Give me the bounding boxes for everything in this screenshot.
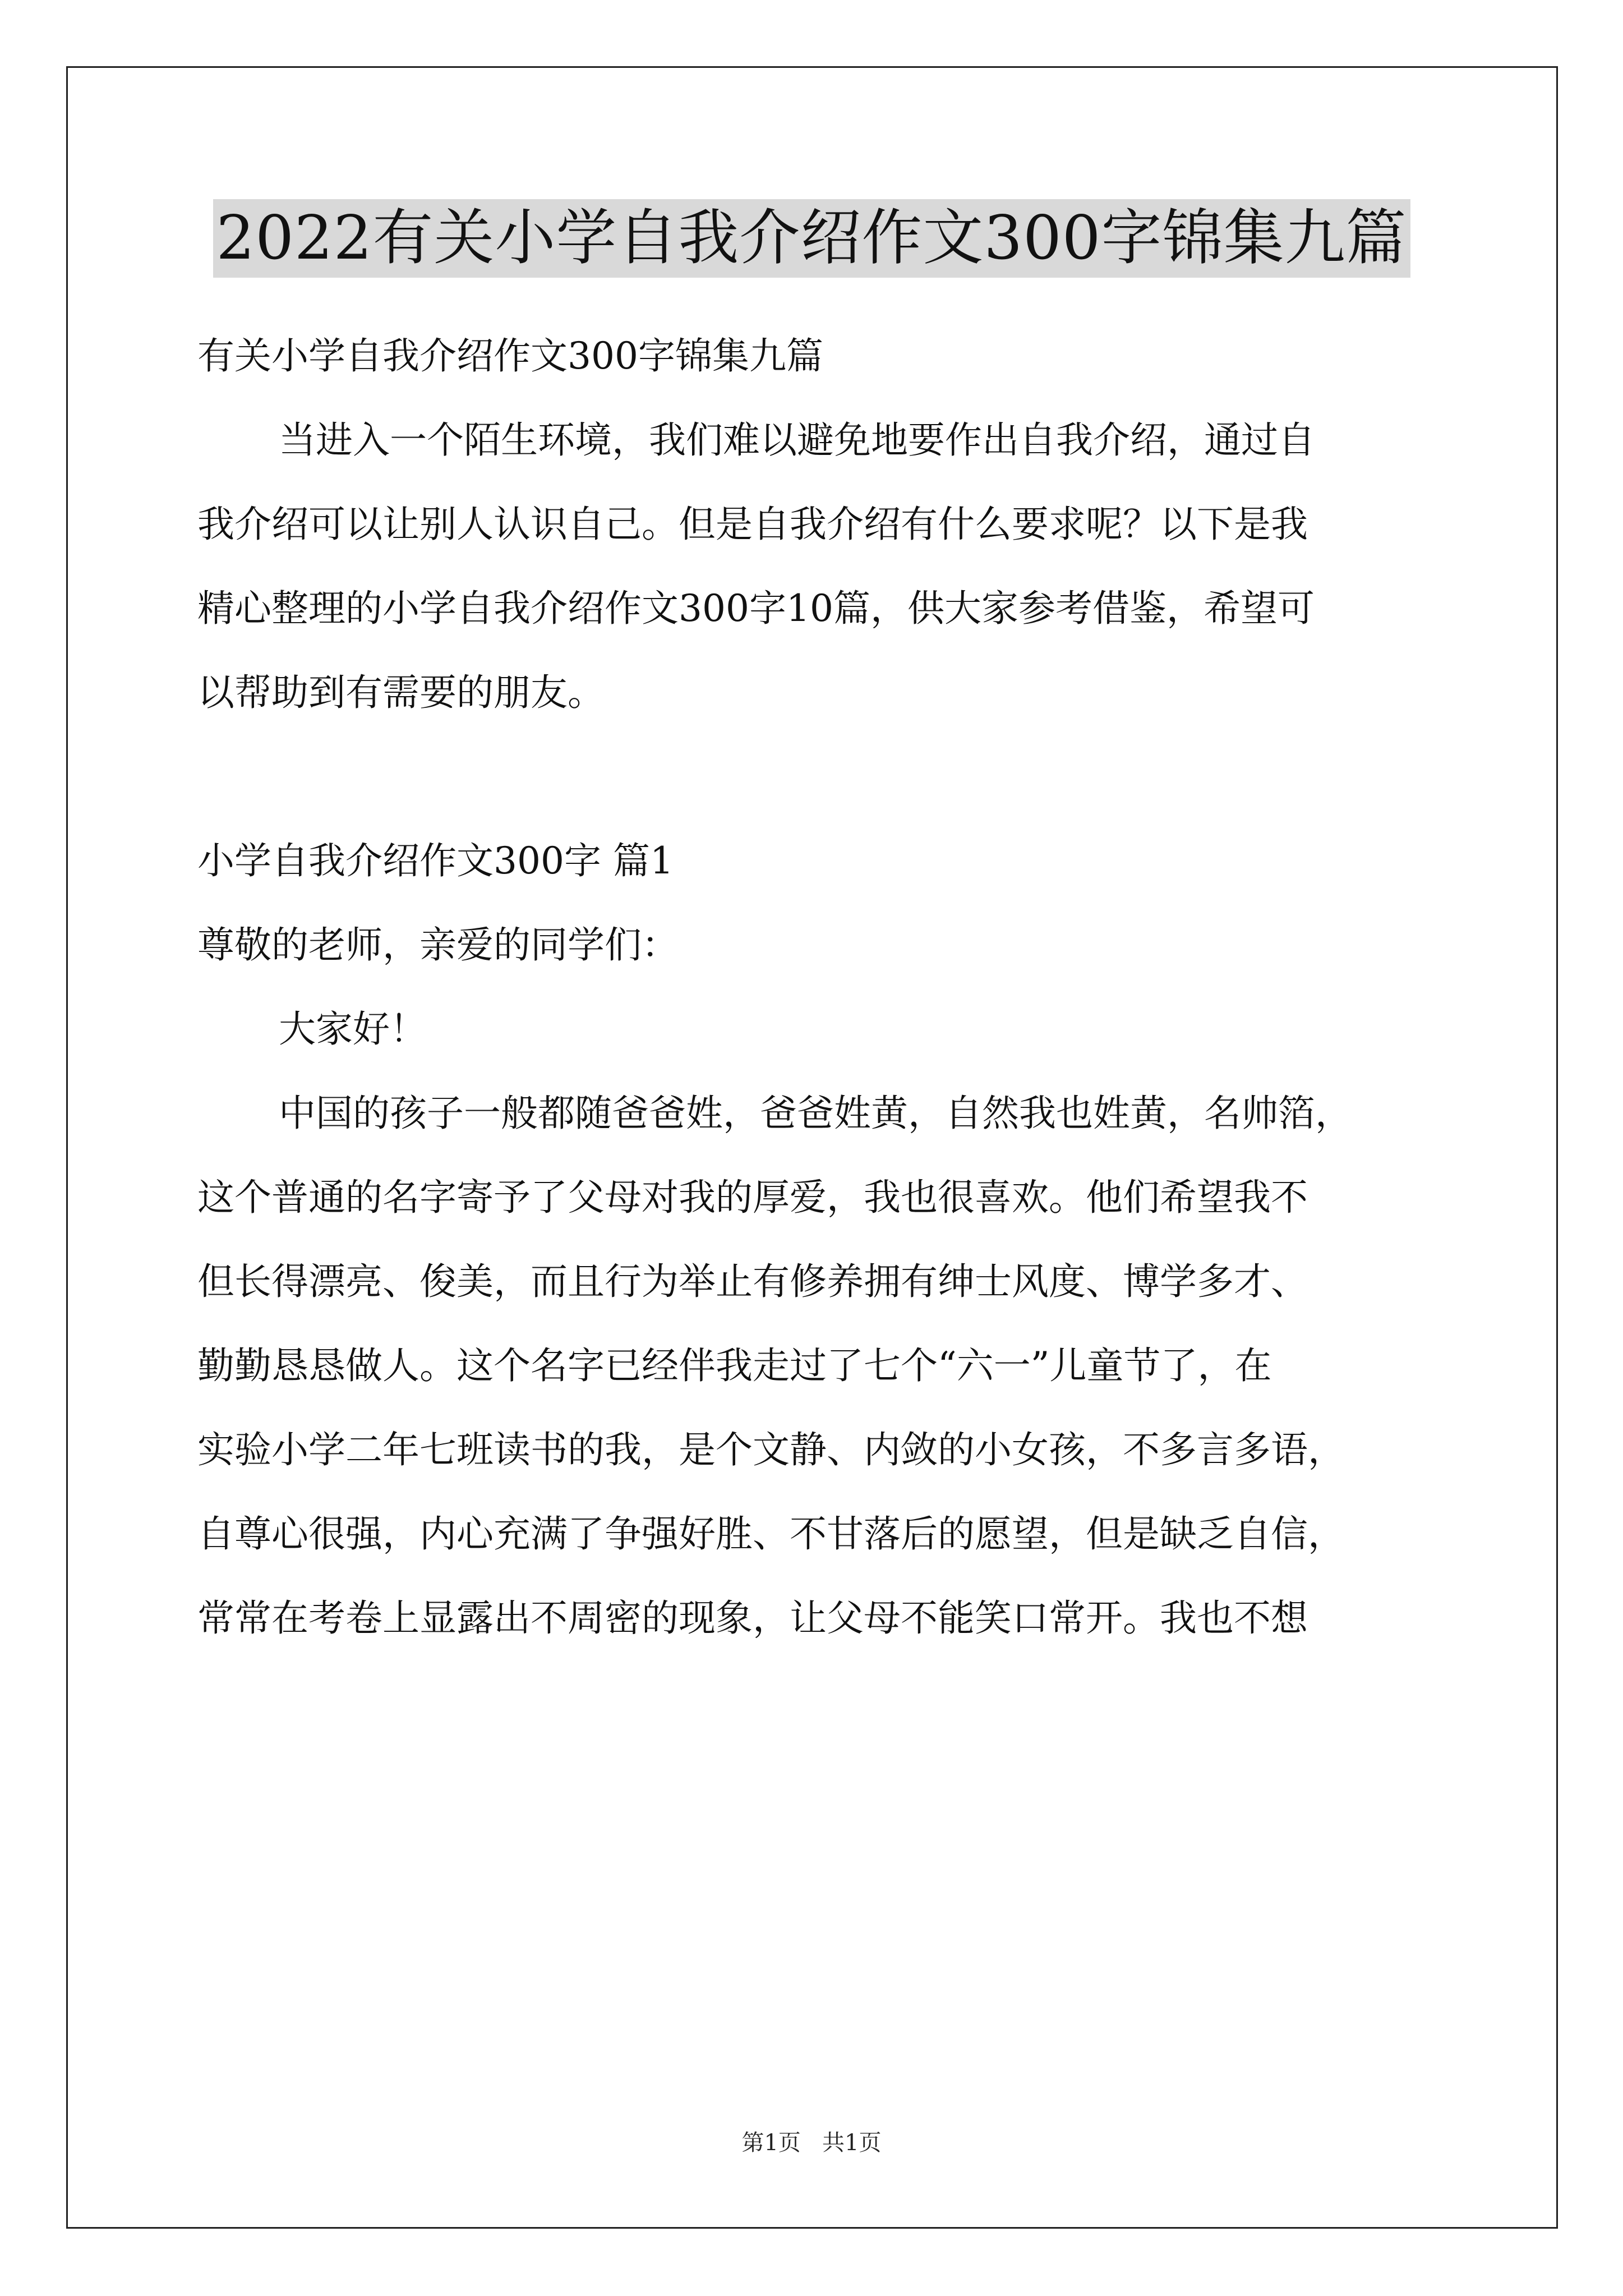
document-title: 2022有关小学自我介绍作文300字锦集九篇: [213, 199, 1410, 278]
paragraph-line: 以帮助到有需要的朋友。: [197, 671, 605, 714]
paragraph-line: 勤勤恳恳做人。这个名字已经伴我走过了七个“六一”儿童节了，在: [197, 1344, 1272, 1387]
document-body: [197, 314, 1448, 1660]
paragraph-line: 实验小学二年七班读书的我，是个文静、内敛的小女孩，不多言多语，: [197, 1428, 1345, 1471]
paragraph-line: 但长得漂亮、俊美，而且行为举止有修养拥有绅士风度、博学多才、: [197, 1260, 1308, 1303]
paragraph-line: 我介绍可以让别人认识自己。但是自我介绍有什么要求呢？以下是我: [197, 503, 1308, 546]
section-heading: 小学自我介绍作文300字 篇1: [197, 839, 674, 882]
title-container: [0, 199, 1623, 278]
spacer: [197, 735, 1448, 819]
subtitle-line: 有关小学自我介绍作文300字锦集九篇: [197, 334, 823, 378]
salutation-line: 尊敬的老师，亲爱的同学们：: [197, 923, 679, 967]
paragraph-line: 当进入一个陌生环境，我们难以避免地要作出自我介绍，通过自: [279, 418, 1315, 462]
paragraph-line: 这个普通的名字寄予了父母对我的厚爱，我也很喜欢。他们希望我不: [197, 1176, 1308, 1219]
paragraph-line: 中国的孩子一般都随爸爸姓，爸爸姓黄，自然我也姓黄，名帅箔，: [279, 1092, 1352, 1135]
page-footer: 第1页 共1页: [741, 2130, 882, 2156]
greeting-line: 大家好！: [279, 1007, 427, 1051]
paragraph-line: 常常在考卷上显露出不周密的现象，让父母不能笑口常开。我也不想: [197, 1596, 1308, 1640]
paragraph-line: 自尊心很强，内心充满了争强好胜、不甘落后的愿望，但是缺乏自信，: [197, 1512, 1345, 1556]
paragraph-line: 精心整理的小学自我介绍作文300字10篇，供大家参考借鉴，希望可: [197, 587, 1315, 630]
